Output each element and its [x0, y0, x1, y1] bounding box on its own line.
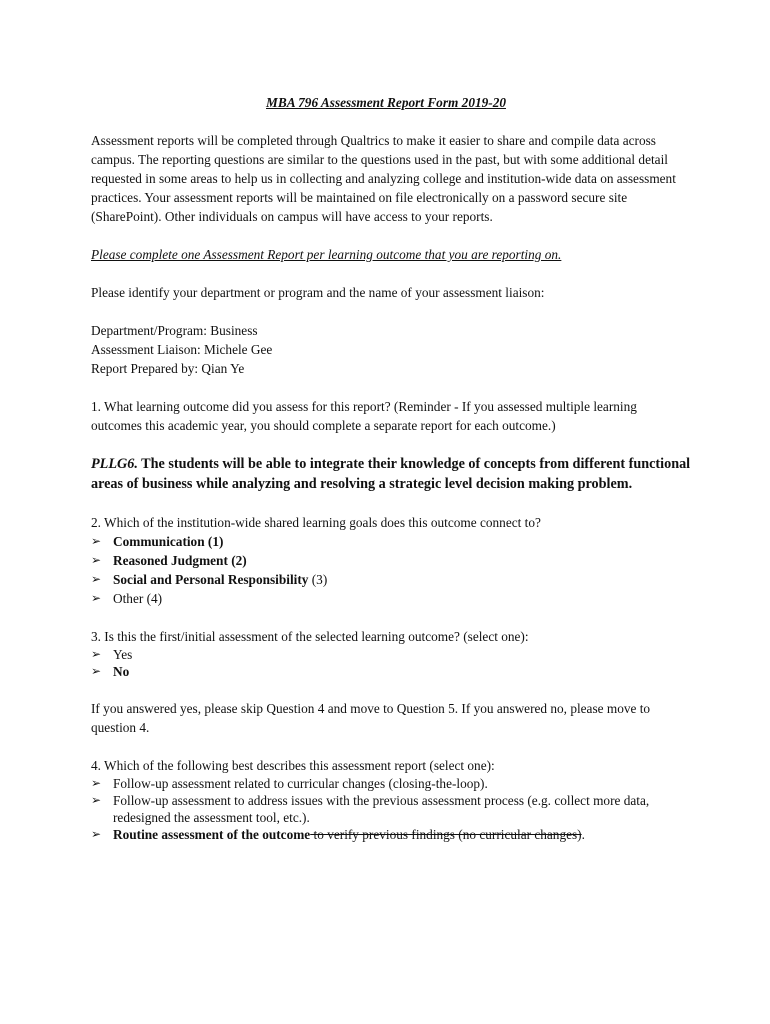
question-3: 3. Is this the first/initial assessment of the selected learning outcome? (select one):	[91, 629, 529, 644]
q3-option-no: ➢ No	[91, 664, 130, 679]
document-body	[91, 93, 691, 862]
bullet-arrow-icon: ➢	[91, 534, 102, 548]
q2-option-other: ➢ Other (4)	[91, 591, 163, 606]
learning-outcome	[91, 454, 691, 494]
department-line: Department/Program: Business	[91, 323, 258, 338]
routine-selected-text: Routine assessment of the outcome	[113, 827, 311, 842]
q2-options	[91, 532, 691, 608]
q4-option-routine: ➢ Routine assessment of the outcome to verify previous findings (no curricular changes).	[91, 827, 585, 842]
prepared-by-line: Report Prepared by: Qian Ye	[91, 361, 245, 376]
q2-option-communication: ➢ Communication (1)	[91, 534, 224, 549]
outcome-code: PLLG6.	[91, 456, 138, 472]
q2-option-social-responsibility: ➢ Social and Personal Responsibility (3)	[91, 572, 328, 587]
q4-options	[91, 775, 691, 843]
q2-option-reasoned-judgment: ➢ Reasoned Judgment (2)	[91, 553, 247, 568]
bullet-arrow-icon: ➢	[91, 591, 102, 605]
question-2: 2. Which of the institution-wide shared learning goals does this outcome connect to?	[91, 515, 541, 530]
skip-instruction: If you answered yes, please skip Question 4 and move to Question 5. If you answered no, please move to question 4.	[91, 701, 651, 735]
bullet-arrow-icon: ➢	[91, 647, 102, 661]
bullet-arrow-icon: ➢	[91, 776, 102, 790]
bullet-arrow-icon: ➢	[91, 793, 102, 807]
bullet-arrow-icon: ➢	[91, 572, 102, 586]
outcome-text: The students will be able to integrate their knowledge of concepts from different functional areas of business while analyzing and resolving a strategic level decision making problem.	[91, 456, 691, 492]
identify-prompt: Please identify your department or program and the name of your assessment liaison:	[91, 285, 545, 300]
intro-paragraph: Assessment reports will be completed through Qualtrics to make it easier to share and compile data across campus. The reporting questions are similar to the questions used in the past, but with some additional detail requested in some areas to help us in collecting and analyzing college and institution-wide data on assessment practices. Your assessment reports will be maintained on file electronically on a password secure site (SharePoint). Other individuals on campus will have access to your reports.	[91, 133, 676, 224]
bullet-arrow-icon: ➢	[91, 553, 102, 567]
form-title: MBA 796 Assessment Report Form 2019-20	[266, 95, 506, 110]
report-info	[91, 321, 691, 378]
bullet-arrow-icon: ➢	[91, 664, 102, 678]
notice-text: Please complete one Assessment Report per learning outcome that you are reporting on.	[91, 247, 562, 262]
q3-options	[91, 646, 691, 680]
bullet-arrow-icon: ➢	[91, 827, 102, 841]
q4-option-closing-loop: ➢ Follow-up assessment related to curricular changes (closing-the-loop).	[91, 776, 488, 791]
question-4: 4. Which of the following best describes this assessment report (select one):	[91, 758, 495, 773]
struck-text: to verify previous findings (no curricular changes)	[310, 827, 582, 842]
liaison-line: Assessment Liaison: Michele Gee	[91, 342, 273, 357]
q4-option-process-issues: ➢ Follow-up assessment to address issues with the previous assessment process (e.g. collect more data, redesigned the assessment tool, etc.).	[91, 793, 650, 825]
q3-option-yes: ➢ Yes	[91, 647, 133, 662]
question-1: 1. What learning outcome did you assess for this report? (Reminder - If you assessed multiple learning outcomes this academic year, you should complete a separate report for each outcome.)	[91, 399, 637, 433]
